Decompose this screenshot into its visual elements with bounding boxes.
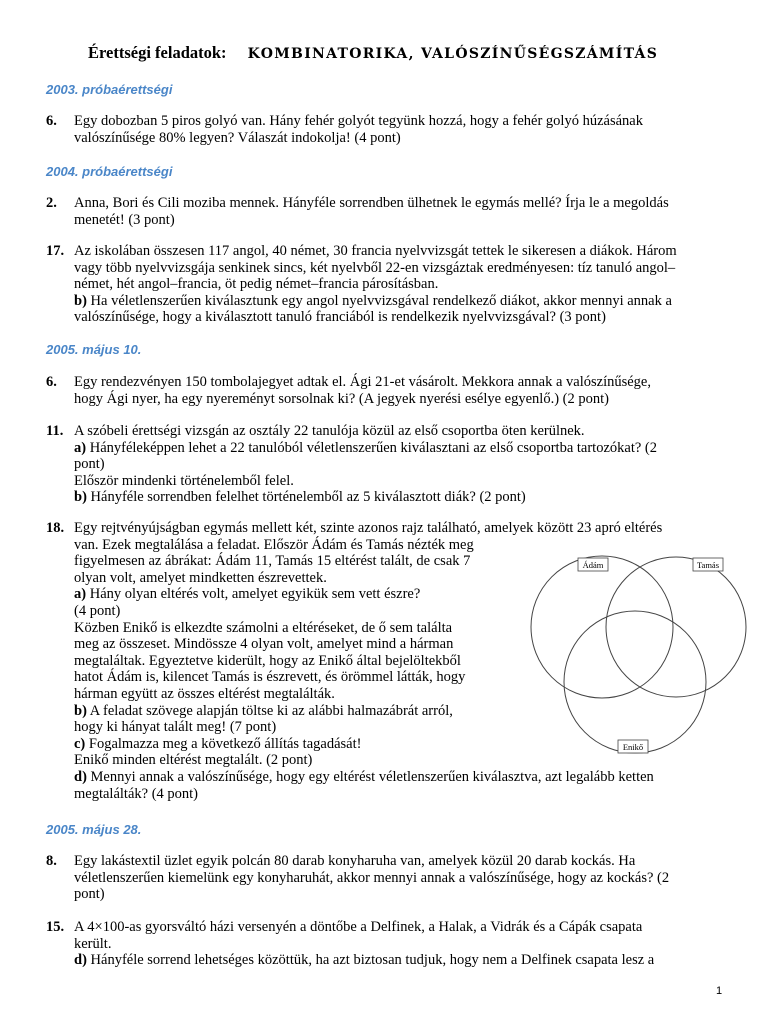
section-title: 2005. május 10. bbox=[46, 342, 142, 357]
subproblem-label: c) bbox=[74, 735, 86, 752]
problem bbox=[46, 853, 716, 903]
problem-number: 6. bbox=[46, 374, 57, 390]
venn-label-eniko: Enikő bbox=[622, 742, 644, 752]
problem-text-line: Egy lakástextil üzlet egyik polcán 80 darab konyharuha van, amelyek közül 20 darab kockás. Ha bbox=[74, 853, 636, 869]
problem-number: 11. bbox=[46, 423, 64, 439]
problem-text-line: véletlenszerűen kiemelünk egy konyharuhát, akkor mennyi annak a valószínűsége, hogy az kockás? (2 bbox=[74, 869, 670, 886]
problem-number: 8. bbox=[46, 853, 57, 869]
problem-text-line: német, hét angol–francia, öt pedig német–francia párosításban. bbox=[74, 276, 439, 293]
problem bbox=[46, 243, 716, 326]
subproblem-text: Hányféle sorrend lehetséges közöttük, ha azt biztosan tudjuk, hogy nem a Delfinek csapata lesz a bbox=[90, 952, 655, 969]
page-number: 1 bbox=[716, 985, 723, 997]
subproblem-text: megtalálták? (4 pont) bbox=[74, 785, 199, 802]
problem-text-line: olyan volt, amelyet mindketten észrevettek. bbox=[74, 569, 327, 586]
subproblem-text: valószínűsége, hogy a kiválasztott tanuló franciából is rendelkezik nyelvvizsgával? (3 pont) bbox=[74, 309, 606, 326]
problem-number: 6. bbox=[46, 113, 57, 129]
subproblem-label: b) bbox=[74, 489, 87, 506]
subproblem-text: Először mindenki történelemből felel. bbox=[74, 472, 294, 489]
venn-label-tamas: Tamás bbox=[696, 560, 720, 570]
page-title bbox=[88, 43, 658, 63]
problem bbox=[46, 919, 716, 969]
problem-text-line: került. bbox=[74, 935, 112, 952]
subproblem-line bbox=[74, 309, 716, 326]
problem-body bbox=[74, 243, 716, 326]
subproblem-text: Fogalmazza meg a következő állítás tagadását! bbox=[88, 735, 362, 752]
subproblem-line bbox=[74, 489, 716, 506]
problem bbox=[46, 113, 716, 146]
problem-text-line: Egy rendezvényen 150 tombolajegyet adtak el. Ági 21-et vásárolt. Mekkora annak a valószínűsége, bbox=[74, 374, 651, 390]
subproblem-text: Enikő minden eltérést megtalált. (2 pont) bbox=[74, 752, 313, 769]
venn-circle-adam bbox=[531, 556, 673, 698]
subproblem-text: hatot Ádám is, kilencet Tamás is észrevett, és örömmel látták, hogy bbox=[74, 669, 466, 686]
subproblem-text: Mennyi annak a valószínűsége, hogy egy eltérést véletlenszerűen kiválasztva, azt legalább ketten bbox=[90, 768, 654, 785]
subproblem-text: Hányféleképpen lehet a 22 tanulóból véletlenszerűen kiválasztani az első csoportba tartozókat? (2 bbox=[89, 439, 657, 456]
problem-text-line: pont) bbox=[74, 886, 105, 903]
problem-body bbox=[74, 113, 716, 146]
subproblem-line bbox=[74, 293, 716, 310]
problem-text-line: vagy több nyelvvizsgája senkinek sincs, két nyelvből 22-en vizsgáztak eredményesen: tíz tanuló angol– bbox=[74, 259, 676, 276]
title-topic: KOMBINATORIKA, VALÓSZÍNŰSÉGSZÁMÍTÁS bbox=[247, 46, 659, 62]
problem-body bbox=[74, 919, 716, 969]
venn-label-adam: Ádám bbox=[582, 560, 604, 570]
subproblem-text: Ha véletlenszerűen kiválasztunk egy angol nyelvvizsgával rendelkező diákot, akkor mennyi annak a bbox=[90, 292, 672, 309]
problem-body bbox=[74, 853, 716, 903]
venn-circle-eniko bbox=[564, 611, 706, 753]
problem bbox=[46, 195, 716, 228]
subproblem-line bbox=[74, 952, 716, 969]
venn-diagram bbox=[520, 555, 752, 757]
section-title: 2004. próbaérettségi bbox=[46, 164, 173, 179]
problem-text-line: Az iskolában összesen 117 angol, 40 német, 30 francia nyelvvizsgát tettek le sikeresen a diákok. Három bbox=[74, 243, 677, 259]
problem-text-line: A 4×100-as gyorsváltó házi versenyén a döntőbe a Delfinek, a Halak, a Vidrák és a Cápák csapata bbox=[74, 919, 643, 935]
problem-text-line: Egy dobozban 5 piros golyó van. Hány fehér golyót tegyünk hozzá, hogy a fehér golyó húzásának bbox=[74, 113, 643, 129]
problem-text-line: Anna, Bori és Cili moziba mennek. Hányféle sorrendben ülhetnek le egymás mellé? Írja le a megoldás bbox=[74, 195, 669, 211]
subproblem-label: b) bbox=[74, 292, 87, 309]
subproblem-text: Hányféle sorrendben felelhet történelemből az 5 kiválasztott diák? (2 pont) bbox=[90, 489, 526, 506]
subproblem-text: A feladat szövege alapján töltse ki az alábbi halmazábrát arról, bbox=[89, 702, 453, 719]
subproblem-line bbox=[74, 769, 716, 786]
subproblem-label: d) bbox=[74, 952, 87, 969]
subproblem-line bbox=[74, 456, 716, 473]
section-title: 2003. próbaérettségi bbox=[46, 82, 173, 97]
problem-body bbox=[74, 195, 716, 228]
subproblem-line bbox=[74, 473, 716, 490]
subproblem-text: Hány olyan eltérés volt, amelyet egyikük sem vett észre? bbox=[89, 586, 421, 603]
subproblem-text: pont) bbox=[74, 456, 105, 473]
section-title: 2005. május 28. bbox=[46, 822, 142, 837]
problem-text-line: menetét! (3 pont) bbox=[74, 211, 175, 228]
subproblem-text: (4 pont) bbox=[74, 602, 121, 619]
title-label: Érettségi feladatok: bbox=[88, 43, 227, 62]
subproblem-text: meg az összeset. Mindössze 4 olyan volt, amelyet mind a hárman bbox=[74, 636, 454, 653]
subproblem-text: megtaláltak. Egyeztetve kiderült, hogy az Enikő által bejelöltekből bbox=[74, 652, 461, 669]
problem bbox=[46, 423, 716, 506]
subproblem-label: d) bbox=[74, 768, 87, 785]
subproblem-text: Közben Enikő is elkezdte számolni a eltéréseket, de ő sem találta bbox=[74, 619, 453, 636]
problem bbox=[46, 374, 716, 407]
problem-text-line: Egy rejtvényújságban egymás mellett két, szinte azonos rajz található, amelyek között 23 apró eltérés bbox=[74, 520, 663, 536]
subproblem-label: a) bbox=[74, 586, 87, 603]
problem-number: 2. bbox=[46, 195, 57, 211]
subproblem-line bbox=[74, 440, 716, 457]
problem-body bbox=[74, 423, 716, 506]
problem-number: 15. bbox=[46, 919, 65, 935]
subproblem-label: b) bbox=[74, 702, 87, 719]
venn-circle-tamas bbox=[606, 557, 746, 697]
problem-number: 18. bbox=[46, 520, 65, 536]
problem-body bbox=[74, 374, 716, 407]
subproblem-label: a) bbox=[74, 439, 87, 456]
subproblem-text: hárman együtt az összes eltérést megtalálták. bbox=[74, 685, 335, 702]
subproblem-text: hogy ki hányat talált meg! (7 pont) bbox=[74, 719, 277, 736]
problem-number: 17. bbox=[46, 243, 65, 259]
problem-text-line: van. Ezek megtalálása a feladat. Először Ádám és Tamás nézték meg bbox=[74, 536, 474, 553]
subproblem-line bbox=[74, 786, 716, 803]
problem-text-line: hogy Ági nyer, ha egy nyereményt sorsolnak ki? (A jegyek nyerési esélye egyenlő.) (2 pont) bbox=[74, 390, 609, 407]
problem-text-line: A szóbeli érettségi vizsgán az osztály 22 tanulója közül az első csoportba öten kerülnek. bbox=[74, 423, 585, 439]
problem-text-line: figyelmesen az ábrákat: Ádám 11, Tamás 15 eltérést talált, de csak 7 bbox=[74, 553, 471, 570]
problem-text-line: valószínűsége 80% legyen? Válaszát indokolja! (4 pont) bbox=[74, 129, 401, 146]
